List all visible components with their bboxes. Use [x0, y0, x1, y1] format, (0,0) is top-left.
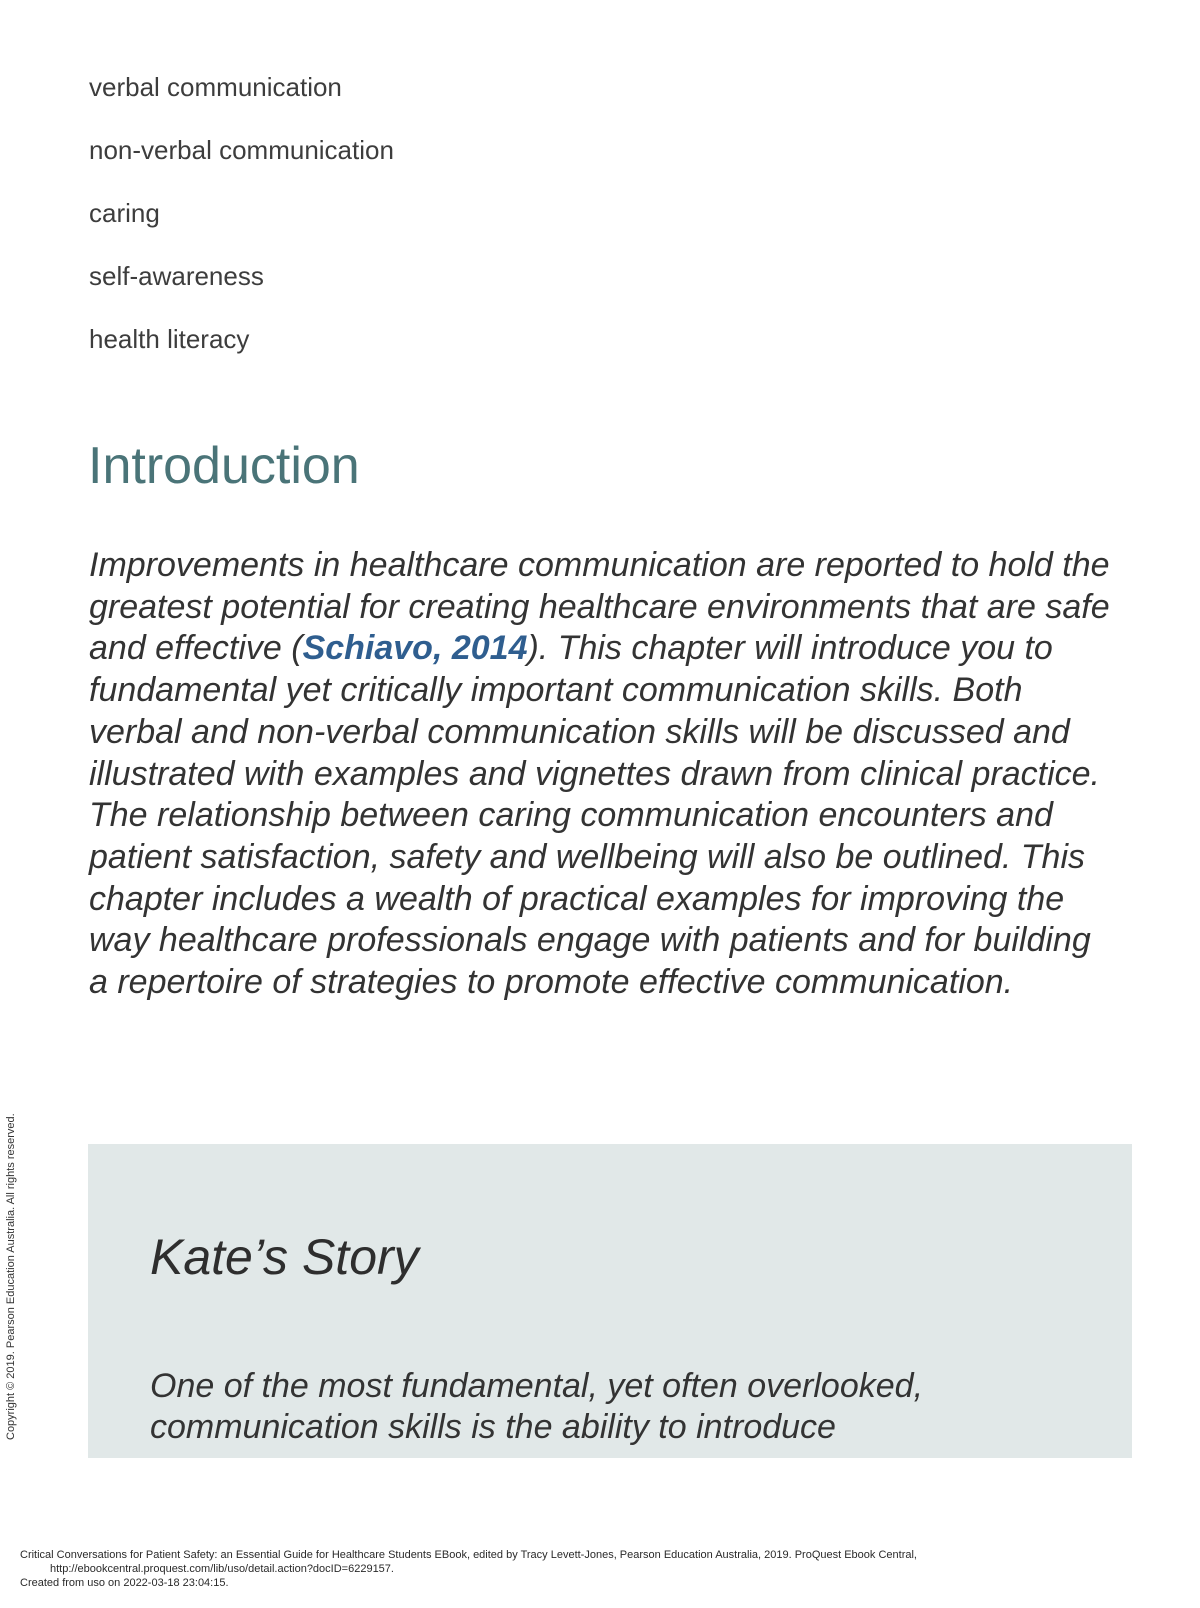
citation-link[interactable]: Schiavo, 2014	[302, 629, 528, 668]
keyword-item: caring	[89, 198, 160, 228]
keyword-item: health literacy	[89, 324, 250, 354]
keyword-item: verbal communication	[89, 72, 342, 102]
story-title: Kate’s Story	[150, 1229, 419, 1285]
keyword-list	[89, 72, 394, 387]
paragraph-text-end: ). This chapter will introduce you to fundamental yet critically important communication skills. Both verbal and non-verbal communication skills will be discussed and illustrated with examples and vignettes drawn from clinical practice. The relationship between caring communication encounters and patient satisfaction, safety and wellbeing will also be outlined. This chapter includes a wealth of practical examples for improving the way healthcare professionals engage with patients and for building a repertoire of strategies to promote effective communication.	[89, 629, 1101, 1002]
footer-url-link[interactable]: http://ebookcentral.proquest.com/lib/uso/detail.action?docID=6229157.	[50, 1563, 394, 1575]
keyword-item: self-awareness	[89, 261, 264, 291]
story-text: One of the most fundamental, yet often overlooked, communication skills is the ability to introduce	[150, 1367, 924, 1446]
footer-created-line: Created from uso on 2022-03-18 23:04:15.	[20, 1577, 229, 1589]
keyword-item: non-verbal communication	[89, 135, 394, 165]
footer-citation-line: Critical Conversations for Patient Safety: an Essential Guide for Healthcare Students EBook, edited by Tracy Levett-Jones, Pearson Education Australia, 2019. ProQuest Ebook Central,	[20, 1549, 917, 1561]
story-box	[88, 1144, 1132, 1458]
introduction-heading: Introduction	[88, 437, 360, 495]
side-copyright: Copyright © 2019. Pearson Education Australia. All rights reserved.	[5, 1113, 17, 1440]
footer	[20, 1548, 917, 1590]
paragraph-text-start: Improvements in healthcare communication are reported to hold the greatest potential for creating healthcare environments that are safe and effective (	[89, 546, 1110, 668]
introduction-paragraph	[89, 545, 1119, 1004]
